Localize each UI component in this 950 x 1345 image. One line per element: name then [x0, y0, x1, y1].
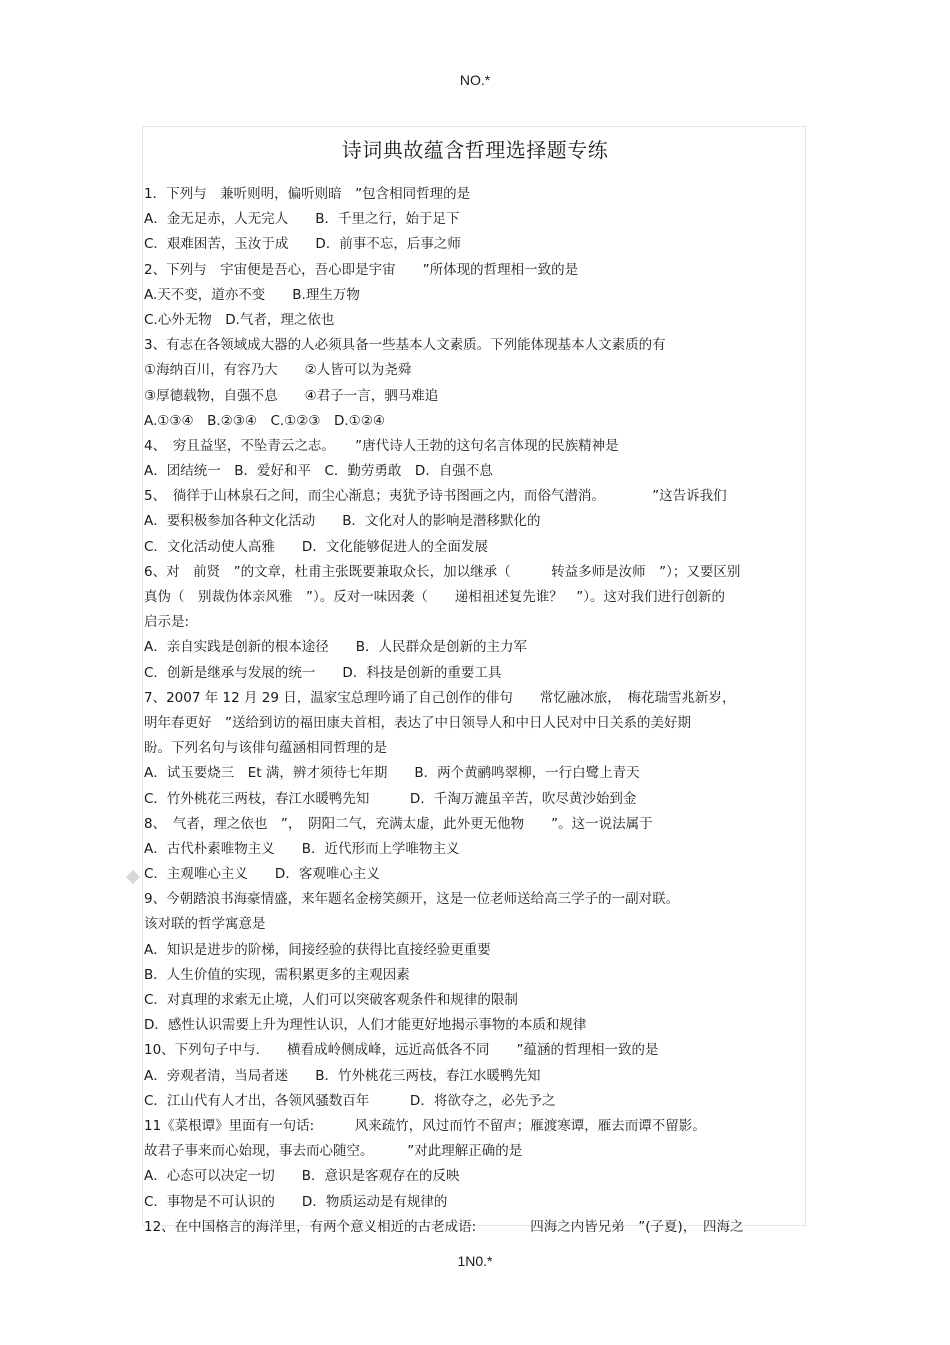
- margin-mark: [126, 870, 140, 884]
- text-line: 盼。下列名句与该俳句蕴涵相同哲理的是: [144, 740, 387, 757]
- text-line: A．古代朴素唯物主义 B．近代形而上学唯物主义: [144, 840, 460, 857]
- text-line: 故君子事来而心始现，事去而心随空。 ”对此理解正确的是: [144, 1143, 523, 1160]
- text-line: A．要积极参加各种文化活动 B．文化对人的影响是潜移默化的: [144, 513, 541, 530]
- text-line: C．事物是不可认识的 D．物质运动是有规律的: [144, 1193, 448, 1210]
- text-line: A．试玉要烧三 Et 满，辨才须待七年期 B．两个黄鹂鸣翠柳，一行白鹭上青天: [144, 765, 640, 782]
- text-line: C．创新是继承与发展的统一 D．科技是创新的重要工具: [144, 664, 502, 681]
- document-title: 诗词典故蕴含哲理选择题专练: [341, 138, 609, 162]
- text-line: ①海纳百川，有容乃大 ②人皆可以为尧舜: [144, 362, 412, 379]
- text-line: A．心态可以决定一切 B．意识是客观存在的反映: [144, 1168, 460, 1185]
- text-line: C．主观唯心主义 D．客观唯心主义: [144, 866, 380, 883]
- text-line: 12、在中国格言的海洋里，有两个意义相近的古老成语: 四海之内皆兄弟 ”(子夏)， 四海之: [144, 1218, 744, 1235]
- text-line: 明年春更好 ”送给到访的福田康夫首相，表达了中日领导人和中日人民对中日关系的美好期: [144, 714, 691, 731]
- text-line: 5、 徜徉于山林泉石之间，而尘心渐息；夷犹予诗书图画之内，而俗气潜消。 ”这告诉我们: [144, 488, 727, 505]
- text-line: C．竹外桃花三两枝，春江水暖鸭先知 D．千淘万漉虽辛苦，吹尽黄沙始到金: [144, 790, 637, 807]
- page-footer: 1N0.*: [457, 1253, 493, 1269]
- text-line: C．艰难困苦，玉汝于成 D．前事不忘，后事之师: [144, 236, 461, 253]
- text-line: C．文化活动使人高雅 D．文化能够促进人的全面发展: [144, 538, 488, 555]
- text-line: C.心外无物 D.气者，理之依也: [144, 311, 335, 328]
- text-line: 8、 气者，理之依也 ”， 阴阳二气，充满太虚，此外更无他物 ”。这一说法属于: [144, 815, 653, 832]
- text-line: A．金无足赤，人无完人 B．千里之行，始于足下: [144, 211, 460, 228]
- text-line: A．旁观者清，当局者迷 B．竹外桃花三两枝，春江水暖鸭先知: [144, 1067, 541, 1084]
- text-line: A．亲自实践是创新的根本途径 B．人民群众是创新的主力军: [144, 639, 527, 656]
- text-line: 7、2007 年 12 月 29 日，温家宝总理吟诵了自己创作的俳句 常忆融冰旅， 梅花瑞雪兆新岁，: [144, 689, 736, 706]
- text-line: D．感性认识需要上升为理性认识，人们才能更好地揭示事物的本质和规律: [144, 1017, 587, 1034]
- text-line: 真伪（ 别裁伪体亲风雅 ”）。反对一味因袭（ 递相祖述复先谁？ ”）。这对我们进行创新的: [144, 589, 725, 605]
- text-line: ③厚德载物，自强不息 ④君子一言，驷马难追: [144, 387, 439, 404]
- text-line: C．江山代有人才出，各领风骚数百年 D．将欲夺之，必先予之: [144, 1092, 556, 1109]
- text-line: 3、有志在各领域成大器的人必须具备一些基本人文素质。下列能体现基本人文素质的有: [144, 337, 666, 354]
- text-line: 6、对 前贤 ”的文章，杜甫主张既要兼取众长，加以继承（ 转益多师是汝师 ”）；又要区别: [144, 563, 741, 580]
- text-line: A.①③④ B.②③④ C.①②③ D.①②④: [144, 412, 385, 429]
- text-line: A.天不变，道亦不变 B.理生万物: [144, 286, 360, 303]
- text-line: 1．下列与 兼听则明，偏听则暗 ”包含相同哲理的是: [144, 186, 471, 202]
- text-line: 10、下列句子中与. 横看成岭侧成峰，远近高低各不同 ”蕴涵的哲理相一致的是: [144, 1042, 659, 1059]
- page-header: NO.*: [459, 72, 491, 88]
- text-line: C．对真理的求索无止境，人们可以突破客观条件和规律的限制: [144, 992, 518, 1008]
- text-line: 启示是:: [144, 614, 190, 631]
- text-line: 9、今朝踏浪书海豪情盛，来年题名金榜笑颜开，这是一位老师送给高三学子的一副对联。: [144, 891, 680, 908]
- text-line: 2、下列与 宇宙便是吾心，吾心即是宇宙 ”所体现的哲理相一致的是: [144, 261, 579, 278]
- text-line: B．人生价值的实现，需积累更多的主观因素: [144, 966, 410, 983]
- text-line: 该对联的哲学寓意是: [144, 916, 266, 933]
- text-line: A．团结统一 B．爱好和平 C．勤劳勇敢 D．自强不息: [144, 463, 493, 480]
- text-line: A．知识是进步的阶梯，间接经验的获得比直接经验更重要: [144, 941, 491, 958]
- question-list: [144, 182, 798, 1240]
- text-line: 4、 穷且益坚，不坠青云之志。 ”唐代诗人王勃的这句名言体现的民族精神是: [144, 437, 619, 454]
- text-line: 11《菜根谭》里面有一句话: 风来疏竹，风过而竹不留声；雁渡寒谭，雁去而谭不留影。: [144, 1117, 706, 1134]
